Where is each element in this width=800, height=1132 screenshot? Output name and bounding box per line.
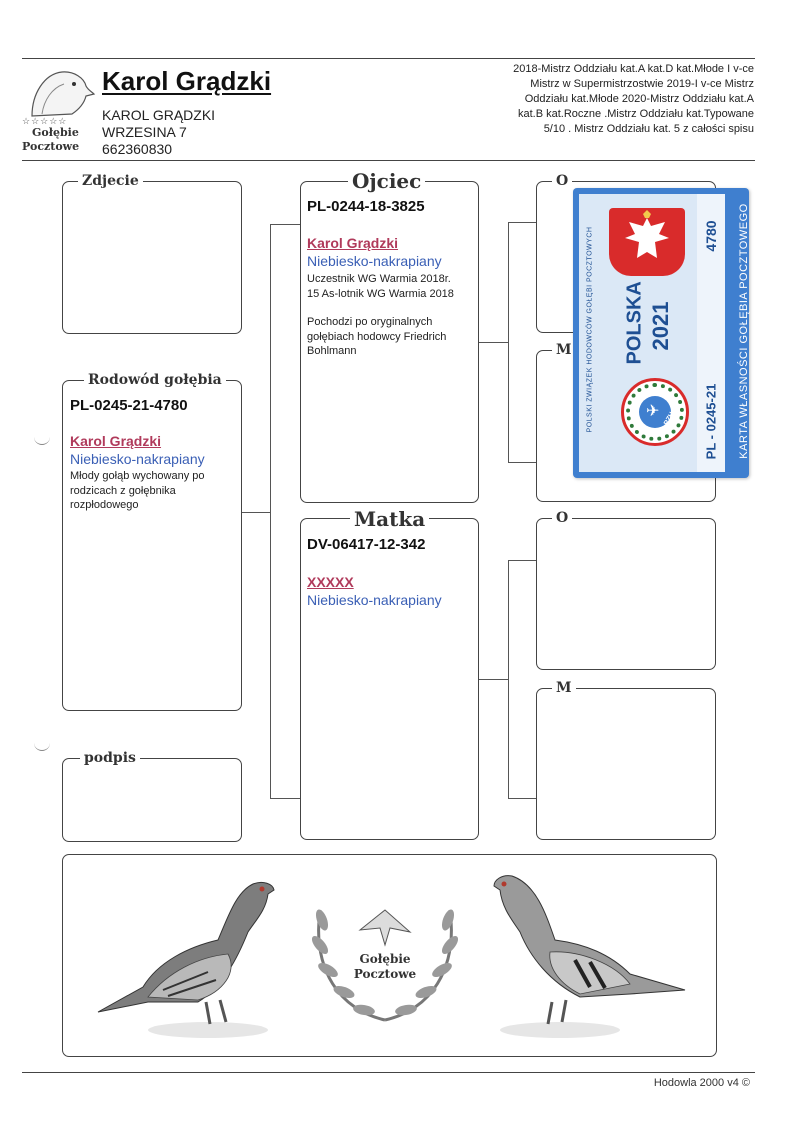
signature-box	[62, 758, 242, 842]
connector	[479, 342, 508, 343]
connector	[508, 222, 536, 223]
pigeon-head-icon	[22, 64, 96, 122]
grandmother-paternal-legend: M	[552, 343, 576, 357]
grandfather-maternal-legend: O	[552, 511, 572, 525]
footer-credit: Hodowla 2000 v4 ©	[653, 1077, 750, 1089]
header-bottom-rule	[22, 160, 755, 161]
signature-legend: podpis	[80, 751, 140, 765]
laurel-text-1: Gołębie	[359, 952, 411, 966]
achievement-line: 2018-Mistrz Oddziału kat.A kat.D kat.Młode I v-ce	[513, 63, 754, 75]
achievement-line: Mistrz w Supermistrzostwie 2019-I v-ce Mistrz	[530, 78, 754, 90]
desc-line: rodzicach z gołębnika	[70, 484, 176, 497]
address-line-1: KAROL GRĄDZKI	[102, 107, 216, 123]
desc-line	[307, 301, 475, 315]
photo-legend: Zdjecie	[78, 174, 143, 188]
pigeon-ring-number: PL-0245-21-4780	[70, 397, 188, 414]
ownership-card	[573, 188, 749, 478]
father-description	[307, 272, 475, 359]
grandfather-maternal-box	[536, 518, 716, 670]
laurel-wreath-icon	[300, 870, 470, 1030]
achievement-line: Oddziału kat.Młode 2020-Mistrz Oddziału kat.A	[524, 93, 754, 105]
mother-box	[300, 518, 479, 840]
pigeon-right-illustration	[480, 862, 690, 1042]
achievements	[434, 62, 754, 137]
header-top-rule	[22, 58, 755, 59]
connector	[479, 679, 508, 680]
binder-hole-2	[34, 738, 50, 751]
card-title: KARTA WŁASNOŚCI GOŁĘBIA POCZTOWEGO	[738, 203, 750, 459]
desc-line: Pochodzi po oryginalnych	[307, 316, 433, 329]
mother-ring-number: DV-06417-12-342	[307, 536, 426, 553]
father-owner: Karol Grądzki	[307, 235, 399, 251]
desc-line: gołębiach hodowcy Friedrich	[307, 330, 447, 343]
eagle-icon	[609, 208, 685, 276]
connector	[270, 798, 300, 799]
pigeon-description	[70, 469, 235, 513]
connector	[508, 222, 509, 462]
desc-line: Uczestnik WG Warmia 2018r.	[307, 273, 451, 285]
pigeon-left-illustration	[88, 862, 288, 1042]
grandfather-paternal-legend: O	[552, 174, 572, 188]
card-org-text: POLSKI ZWIĄZEK HODOWCÓW GOŁĘBI POCZTOWYCH	[586, 226, 594, 433]
phone-number: 662360830	[102, 141, 173, 157]
grandmother-maternal-legend: M	[552, 681, 576, 695]
pigeon-color: Niebiesko-nakrapiany	[70, 451, 205, 467]
mother-color: Niebiesko-nakrapiany	[307, 592, 442, 608]
pigeon-owner: Karol Grądzki	[70, 433, 162, 449]
card-country: POLSKA	[623, 281, 646, 365]
grandmother-maternal-box	[536, 688, 716, 840]
achievement-line: kat.B kat.Roczne .Mistrz Oddziału kat.Typowane	[518, 108, 754, 120]
mother-legend: Matka	[350, 509, 429, 529]
connector	[508, 560, 536, 561]
pigeon-box	[62, 380, 242, 711]
page-title: Karol Grądzki	[102, 66, 272, 96]
connector	[242, 512, 270, 513]
desc-line: Bohlmann	[307, 345, 357, 358]
desc-line: 15 As-lotnik WG Warmia 2018	[307, 287, 454, 300]
photo-box	[62, 181, 242, 334]
card-ring: PL - 0245-21	[703, 383, 719, 460]
mother-owner: XXXXX	[307, 574, 354, 590]
laurel-logo	[300, 870, 470, 1030]
footer-rule	[22, 1072, 755, 1073]
father-color: Niebiesko-nakrapiany	[307, 253, 442, 269]
connector	[270, 224, 271, 798]
eagle-emblem	[609, 208, 685, 276]
card-year: 2021	[648, 301, 673, 351]
connector	[508, 462, 536, 463]
father-legend: Ojciec	[348, 171, 425, 191]
connector	[508, 798, 536, 799]
connector	[508, 560, 509, 798]
logo-text-2: Pocztowe	[22, 140, 80, 153]
card-number: 4780	[703, 220, 719, 252]
desc-line: Młody gołąb wychowany po	[70, 470, 205, 482]
father-ring-number: PL-0244-18-3825	[307, 198, 425, 215]
address-line-2: WRZESINA 7	[102, 124, 187, 140]
desc-line: rozpłodowego	[70, 499, 139, 512]
pzhgp-badge	[621, 378, 689, 446]
dove-icon: ✈	[646, 403, 660, 420]
laurel-text-2: Pocztowe	[353, 967, 417, 981]
binder-hole-1	[34, 432, 50, 445]
achievement-line: 5/10 . Mistrz Oddziału kat. 5 z całości spisu	[543, 123, 754, 135]
pigeon-legend: Rodowód gołębia	[84, 373, 226, 387]
logo-text-1: Gołębie	[32, 126, 79, 139]
header-logo	[22, 64, 96, 156]
connector	[270, 224, 300, 225]
stars-icon: ☆☆☆☆☆	[22, 116, 68, 126]
badge-label: PZHGP	[663, 402, 682, 427]
